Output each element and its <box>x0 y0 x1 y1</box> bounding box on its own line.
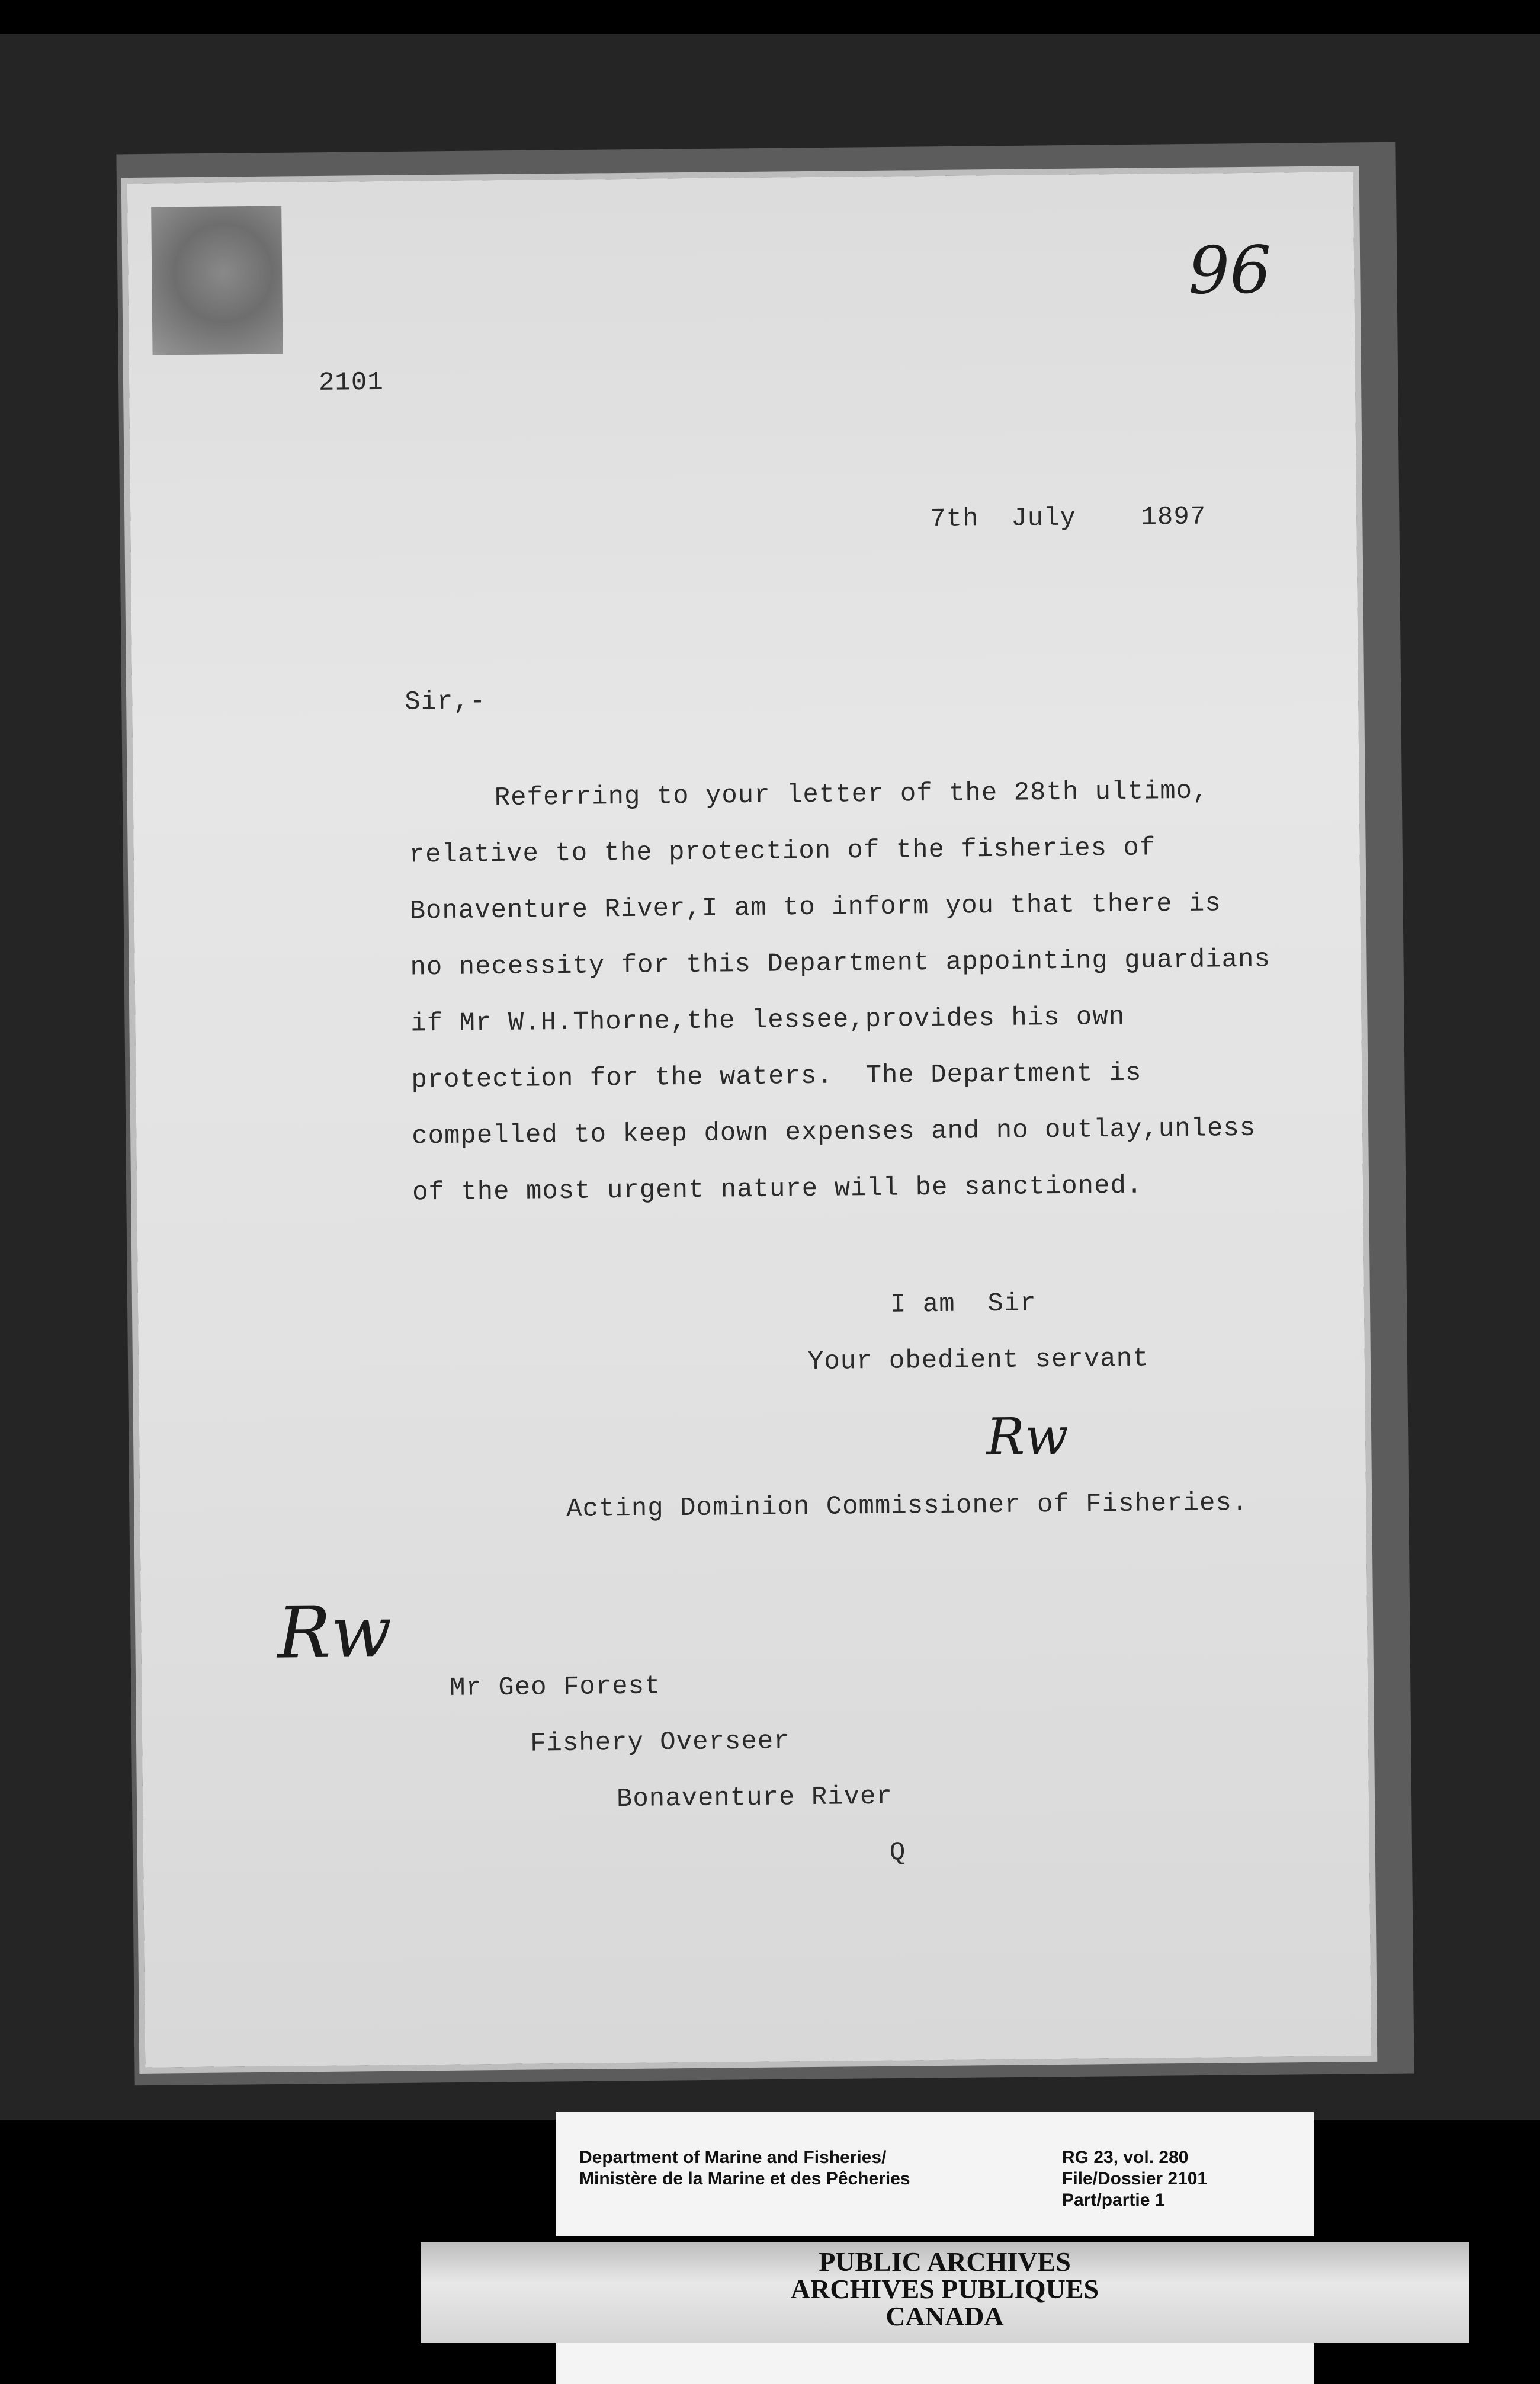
margin-initials: Rw <box>277 1591 393 1675</box>
archive-reference-label <box>556 2112 1314 2236</box>
banner-line-2: ARCHIVES PUBLIQUES <box>790 2274 1099 2304</box>
public-archives-banner <box>421 2242 1469 2343</box>
banner-line-1: PUBLIC ARCHIVES <box>819 2247 1071 2277</box>
record-group: RG 23, vol. 280 <box>1062 2148 1189 2167</box>
body-line: compelled to keep down expenses and no outlay,unless <box>412 1113 1256 1152</box>
label-strip <box>556 2343 1314 2384</box>
addressee-province: Q <box>889 1838 906 1868</box>
body-line: no necessity for this Department appointing guardians <box>410 944 1271 983</box>
letter-date: 7th July 1897 <box>930 502 1207 535</box>
letter-page <box>127 172 1371 2068</box>
body-line: if Mr W.H.Thorne,the lessee,provides his own <box>410 1002 1125 1039</box>
salutation: Sir,- <box>404 687 486 717</box>
body-line: Bonaventure River,I am to inform you that there is <box>409 889 1221 927</box>
signature-title: Acting Dominion Commissioner of Fisheries. <box>566 1488 1249 1524</box>
department-fr: Ministère de la Marine et des Pêcheries <box>579 2169 910 2188</box>
signature: Rw <box>986 1406 1069 1467</box>
stain-mark <box>151 206 283 355</box>
closing-line-1: I am Sir <box>890 1289 1037 1320</box>
addressee-position: Fishery Overseer <box>530 1726 790 1759</box>
body-line: Referring to your letter of the 28th ultimo, <box>494 776 1209 813</box>
department-en: Department of Marine and Fisheries/ <box>579 2148 887 2167</box>
closing-line-2: Your obedient servant <box>807 1344 1149 1377</box>
addressee-name: Mr Geo Forest <box>449 1671 661 1703</box>
addressee-place: Bonaventure River <box>616 1781 893 1815</box>
body-line: relative to the protection of the fisheries of <box>409 833 1156 870</box>
part-reference: Part/partie 1 <box>1062 2190 1165 2210</box>
body-line: protection for the waters. The Department is <box>411 1058 1142 1095</box>
folio-number: 96 <box>1188 232 1272 309</box>
file-reference: File/Dossier 2101 <box>1062 2169 1208 2188</box>
file-number: 2101 <box>318 367 384 398</box>
body-line: of the most urgent nature will be sanctioned. <box>412 1171 1143 1208</box>
banner-line-3: CANADA <box>886 2301 1004 2331</box>
